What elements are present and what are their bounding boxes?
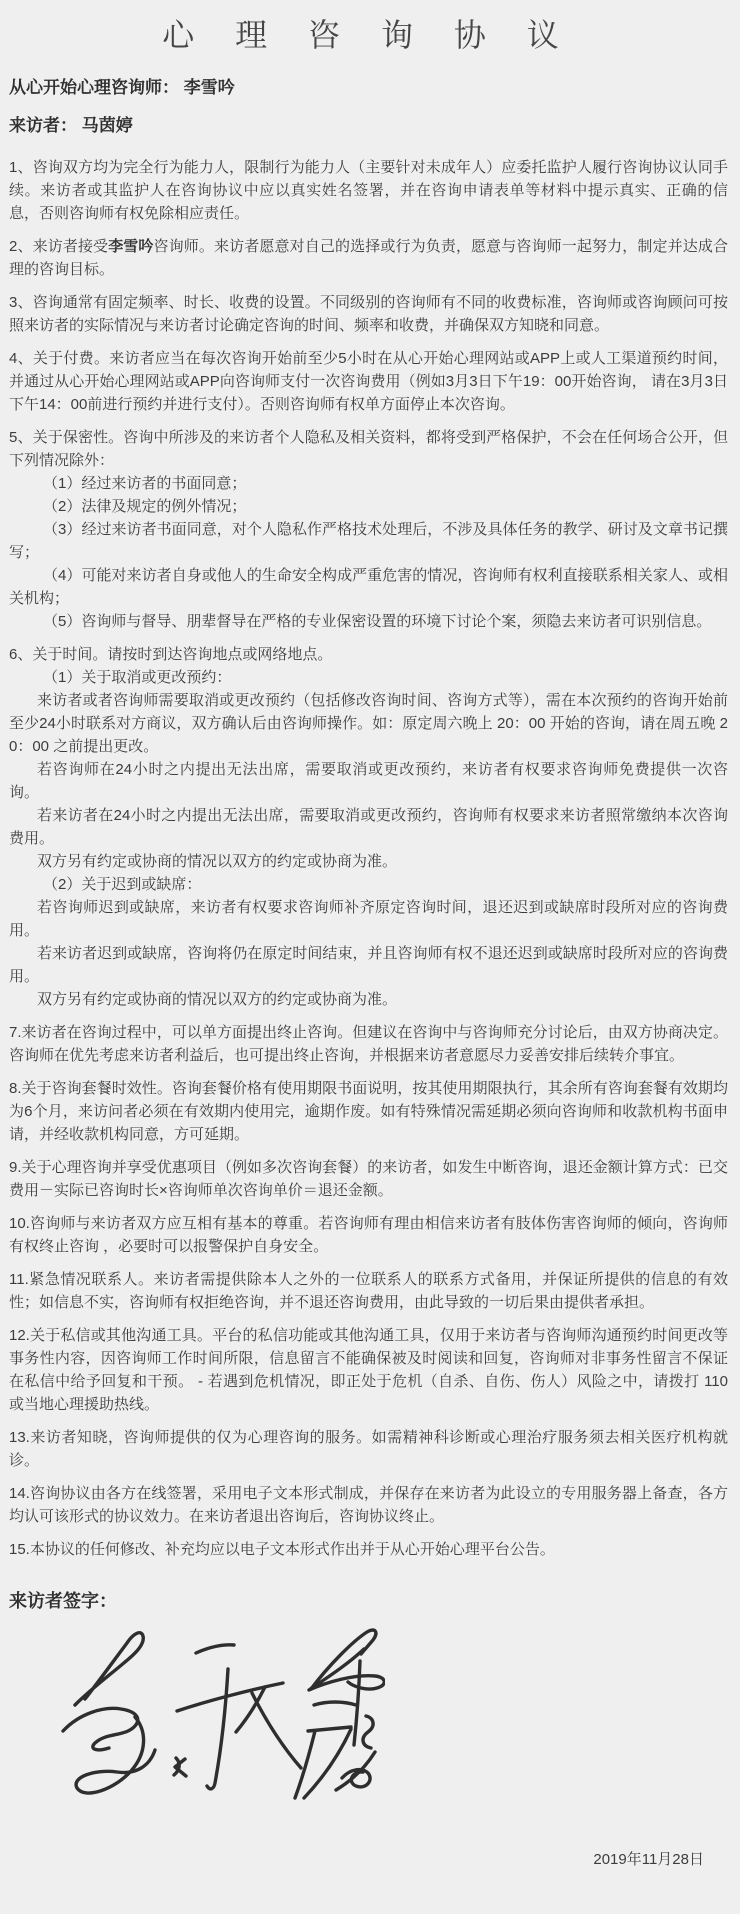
clause-paragraph: （1）关于取消或更改预约： xyxy=(43,669,232,686)
page-title: 心 理 咨 询 协 议 xyxy=(162,17,575,53)
clause-paragraph: 9.关于心理咨询并享受优惠项目（例如多次咨询套餐）的来访者，如发生中断咨询，退还金额计算方式：已交费用－实际已咨询时长×咨询师单次咨询单价＝退还金额。 xyxy=(9,1159,728,1199)
clause-paragraph: 5、关于保密性。咨询中所涉及的来访者个人隐私及相关资料，都将受到严格保护，不会在任何场合公开，但下列情况除外： xyxy=(9,429,728,469)
clause-paragraph: 2、来访者接受李雪吟咨询师。来访者愿意对自己的选择或行为负责，愿意与咨询师一起努力，制定并达成合理的咨询目标。 xyxy=(9,238,728,278)
clause-paragraph: 7.来访者在咨询过程中，可以单方面提出终止咨询。但建议在咨询中与咨询师充分讨论后，由双方协商决定。咨询师在优先考虑来访者利益后，也可提出终止咨询，并根据来访者意愿尽力妥善安排后续转介事宜。 xyxy=(9,1024,728,1064)
clause-paragraph: 13.来访者知晓，咨询师提供的仅为心理咨询的服务。如需精神科诊断或心理治疗服务须去相关医疗机构就诊。 xyxy=(9,1429,728,1469)
signature-handwriting-svg xyxy=(55,1619,385,1814)
visitor-signature xyxy=(55,1619,728,1814)
clause-paragraph: （4）可能对来访者自身或他人的生命安全构成严重危害的情况，咨询师有权利直接联系相关家人、或相关机构； xyxy=(9,567,728,607)
clause-paragraph: 6、关于时间。请按时到达咨询地点或网络地点。 xyxy=(9,646,333,663)
clause-paragraph: 10.咨询师与来访者双方应互相有基本的尊重。若咨询师有理由相信来访者有肢体伤害咨询师的倾向，咨询师有权终止咨询 ，必要时可以报警保护自身安全。 xyxy=(9,1215,728,1255)
clause-paragraph: 来访者或者咨询师需要取消或更改预约（包括修改咨询时间、咨询方式等），需在本次预约的咨询开始前至少24小时联系对方商议，双方确认后由咨询师操作。如：原定周六晚上 20：00 开始的咨询，请在周五晚 20：00 之前提出更改。 xyxy=(9,692,728,755)
clause-paragraph: 3、咨询通常有固定频率、时长、收费的设置。不同级别的咨询师有不同的收费标准，咨询师或咨询顾问可按照来访者的实际情况与来访者讨论确定咨询的时间、频率和收费，并确保双方知晓和同意。 xyxy=(9,294,728,334)
clause-paragraph: 若咨询师迟到或缺席，来访者有权要求咨询师补齐原定咨询时间，退还迟到或缺席时段所对应的咨询费用。 xyxy=(9,899,728,939)
clause-paragraph: 若来访者在24小时之内提出无法出席，需要取消或更改预约，咨询师有权要求来访者照常缴纳本次咨询费用。 xyxy=(9,807,728,847)
clauses-container xyxy=(9,156,728,1561)
counselor-line: 从心开始心理咨询师： 李雪吟 xyxy=(9,78,235,97)
clause-paragraph: （2）法律及规定的例外情况； xyxy=(43,498,247,515)
clause-paragraph: 8.关于咨询套餐时效性。咨询套餐价格有使用期限书面说明，按其使用期限执行，其余所有咨询套餐有效期均为6个月，来访问者必须在有效期内使用完，逾期作废。如有特殊情况需延期必须向咨询师和收款机构书面申请，并经收款机构同意，方可延期。 xyxy=(9,1080,728,1143)
visitor-line: 来访者： 马茵婷 xyxy=(9,116,133,135)
clause-paragraph: 若咨询师在24小时之内提出无法出席，需要取消或更改预约，来访者有权要求咨询师免费提供一次咨询。 xyxy=(9,761,728,801)
clause-paragraph: 若来访者迟到或缺席，咨询将仍在原定时间结束，并且咨询师有权不退还迟到或缺席时段所对应的咨询费用。 xyxy=(9,945,728,985)
clause-paragraph: 12.关于私信或其他沟通工具。平台的私信功能或其他沟通工具，仅用于来访者与咨询师沟通预约时间更改等事务性内容，因咨询师工作时间所限，信息留言不能确保被及时阅读和回复，咨询师对非事务性留言不保证在私信中给予回复和干预。 - 若遇到危机情况，即正处于危机（自杀、自伤、伤人）风险之中，请拨打 110 或当地心理援助热线。 xyxy=(9,1327,728,1413)
clause-paragraph: 15.本协议的任何修改、补充均应以电子文本形式作出并于从心开始心理平台公告。 xyxy=(9,1541,555,1558)
clause-paragraph: （5）咨询师与督导、朋辈督导在严格的专业保密设置的环境下讨论个案，须隐去来访者可识别信息。 xyxy=(43,613,712,630)
signature-block xyxy=(9,1587,728,1814)
signature-date: 2019年11月28日 xyxy=(593,1851,704,1868)
clause-paragraph: 4、关于付费。来访者应当在每次咨询开始前至少5小时在从心开始心理网站或APP上或人工渠道预约时间，并通过从心开始心理网站或APP向咨询师支付一次咨询费用（例如3月3日下午19：00开始咨询， 请在3月3日下午14：00前进行预约并进行支付）。否则咨询师有权单方面停止本次咨询。 xyxy=(9,350,728,413)
clause-paragraph: 1、咨询双方均为完全行为能力人，限制行为能力人（主要针对未成年人）应委托监护人履行咨询协议认同手续。来访者或其监护人在咨询协议中应以真实姓名签署，并在咨询申请表单等材料中提示真实、正确的信息，否则咨询师有权免除相应责任。 xyxy=(9,159,728,222)
signature-label: 来访者签字： xyxy=(9,1591,117,1611)
clause-paragraph: （2）关于迟到或缺席： xyxy=(43,876,202,893)
clause-paragraph: 11.紧急情况联系人。来访者需提供除本人之外的一位联系人的联系方式备用，并保证所提供的信息的有效性；如信息不实，咨询师有权拒绝咨询，并不退还咨询费用，由此导致的一切后果由提供者承担。 xyxy=(9,1271,728,1311)
clause-paragraph: （1）经过来访者的书面同意； xyxy=(43,475,247,492)
clause-paragraph: 14.咨询协议由各方在线签署，采用电子文本形式制成，并保存在来访者为此设立的专用服务器上备查，各方均认可该形式的协议效力。在来访者退出咨询后，咨询协议终止。 xyxy=(9,1485,728,1525)
clause-paragraph: 双方另有约定或协商的情况以双方的约定或协商为准。 xyxy=(37,853,398,870)
clause-paragraph: （3）经过来访者书面同意，对个人隐私作严格技术处理后，不涉及具体任务的教学、研讨及文章书记撰写； xyxy=(9,521,728,561)
clause-paragraph: 双方另有约定或协商的情况以双方的约定或协商为准。 xyxy=(37,991,398,1008)
